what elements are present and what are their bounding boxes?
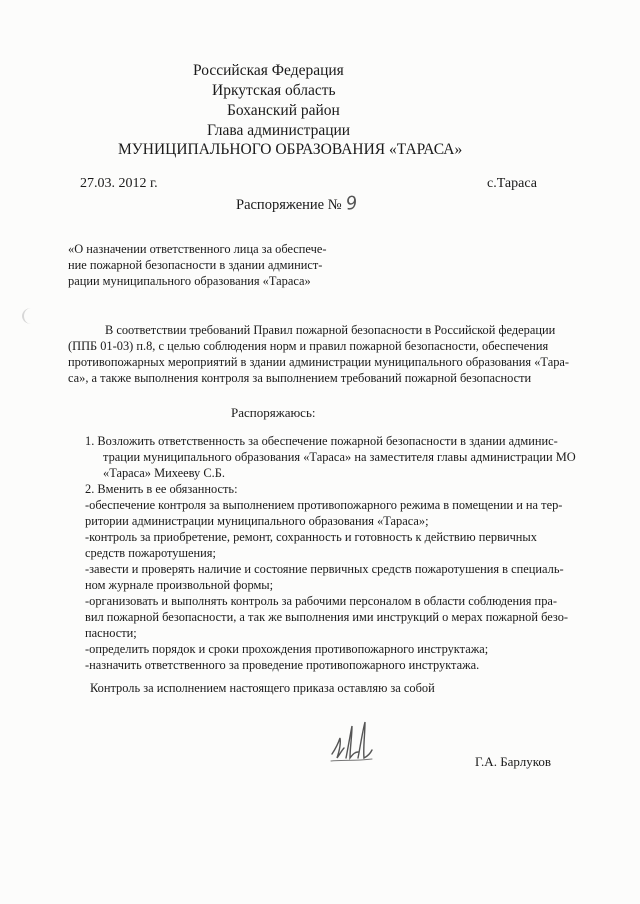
order-date: 27.03. 2012 г. [80, 176, 158, 191]
header-region: Иркутская область [212, 82, 336, 99]
duty-line-11: -назначить ответственного за проведение противопожарного инструктажа. [85, 658, 480, 672]
duty-line-9: пасности; [85, 626, 137, 640]
duty-line-4: средств пожаротушения; [85, 546, 216, 560]
duty-line-7: -организовать и выполнять контроль за рабочими персоналом в области соблюдения пра- [85, 594, 558, 608]
directive-heading: Распоряжаюсь: [231, 405, 316, 420]
duty-line-5: -завести и проверять наличие и состояние первичных средств пожаротушения в специаль- [85, 562, 564, 576]
duty-line-1: -обеспечение контроля за выполнением противопожарного режима в помещении и на тер- [85, 498, 563, 512]
item1-line-3: «Тараса» Михееву С.Б. [103, 466, 225, 480]
subject-line-3: рации муниципального образования «Тараса» [68, 274, 311, 288]
item1-line-2: трации муниципального образования «Тараса» на заместителя главы администрации МО [103, 450, 576, 464]
preamble-line-1: В соответствии требований Правил пожарной безопасности в Российской федерации [105, 323, 556, 337]
preamble-line-3: противопожарных мероприятий в здании администрации муниципального образования «Тара- [68, 355, 570, 369]
header-country: Российская Федерация [193, 62, 344, 79]
duty-line-8: вил пожарной безопасности, а так же выполнения ими инструкций о мерах пожарной безо- [85, 610, 569, 624]
order-title-label: Распоряжение № [236, 197, 342, 213]
header-position: Глава администрации [207, 122, 351, 139]
order-title [236, 193, 357, 214]
duty-line-10: -определить порядок и сроки прохождения противопожарного инструктажа; [85, 642, 489, 656]
punch-hole-mark [22, 308, 40, 324]
duty-line-2: ритории администрации муниципального образования «Тараса»; [85, 514, 429, 528]
handwritten-signature [328, 714, 384, 770]
item2-heading: 2. Вменить в ее обязанность: [85, 482, 238, 496]
signatory-name: Г.А. Барлуков [475, 754, 552, 769]
subject-line-1: «О назначении ответственного лица за обеспече- [68, 242, 327, 256]
order-place: с.Тараса [487, 176, 537, 191]
item1-line-1: 1. Возложить ответственность за обеспечение пожарной безопасности в здании админис- [85, 434, 558, 448]
header-district: Боханский район [227, 102, 340, 119]
duty-line-3: -контроль за приобретение, ремонт, сохранность и готовность к действию первичных [85, 530, 537, 544]
control-statement: Контроль за исполнением настоящего приказа оставляю за собой [90, 681, 435, 695]
duty-line-6: ном журнале произвольной формы; [85, 578, 274, 592]
header-organization: МУНИЦИПАЛЬНОГО ОБРАЗОВАНИЯ «ТАРАСА» [118, 141, 463, 158]
preamble-line-4: са», а также выполнения контроля за выполнением требований пожарной безопасности [68, 371, 532, 385]
preamble-line-2: (ППБ 01-03) п.8, с целью соблюдения норм и правил пожарной безопасности, обеспечения [68, 339, 549, 353]
order-number-handwritten: 9 [344, 192, 359, 215]
subject-line-2: ние пожарной безопасности в здании админист- [68, 258, 323, 272]
